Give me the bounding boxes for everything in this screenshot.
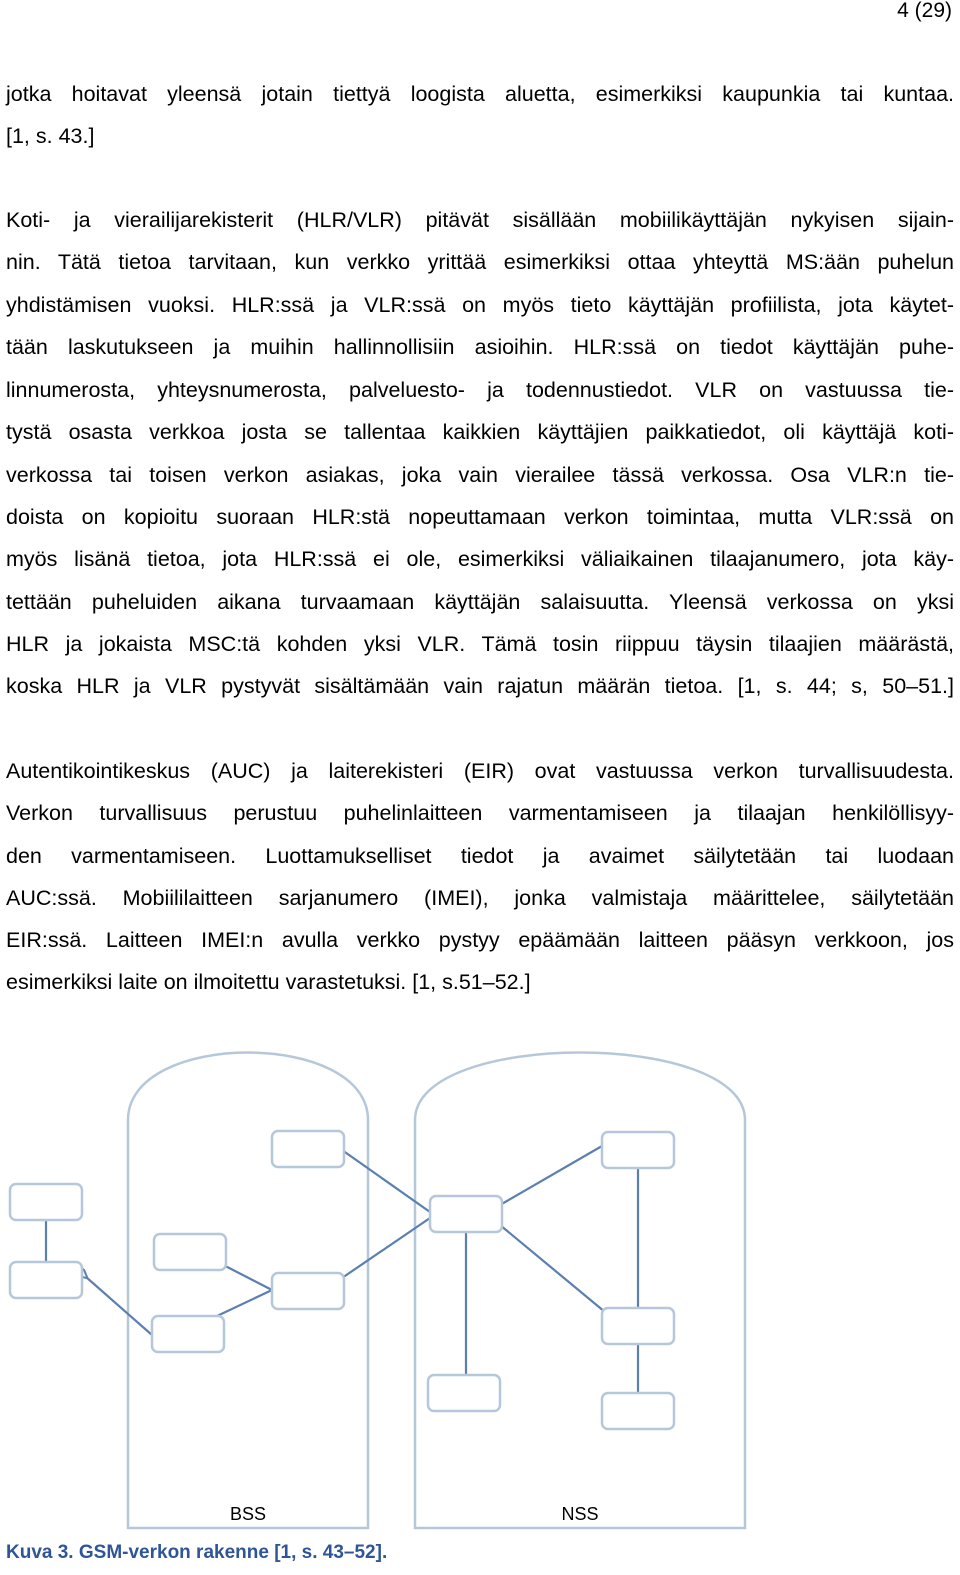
- diagram-box: [602, 1132, 674, 1168]
- text-line: tystä osasta verkkoa josta se tallentaa kaikkien käyttäjien paikkatiedot, oli käyttäjä koti-: [6, 420, 954, 444]
- nss-label: NSS: [561, 1504, 599, 1524]
- text-line: yhdistämisen vuoksi. HLR:ssä ja VLR:ssä on myös tieto käyttäjän profiilista, jota käytet-: [6, 293, 954, 317]
- diagram-box: [272, 1273, 344, 1309]
- text-line: HLR ja jokaista MSC:tä kohden yksi VLR. Tämä tosin riippuu täysin tilaajien määrästä,: [6, 632, 954, 656]
- text-line: nin. Tätä tietoa tarvitaan, kun verkko yrittää esimerkiksi ottaa yhteyttä MS:ään puhelun: [6, 250, 954, 274]
- text-line: Verkon turvallisuus perustuu puhelinlaitteen varmentamiseen ja tilaajan henkilöllisyy-: [6, 801, 954, 825]
- text-line: Koti- ja vierailijarekisterit (HLR/VLR) pitävät sisällään mobiilikäyttäjän nykyisen sijain-: [6, 208, 954, 232]
- diagram-box: [430, 1196, 502, 1232]
- text-line: [1, s. 43.]: [6, 124, 95, 148]
- text-line: tään laskutukseen ja muihin hallinnollisiin asioihin. HLR:ssä on tiedot käyttäjän puhe-: [6, 335, 954, 359]
- text-line: doista on kopioitu suoraan HLR:stä nopeuttamaan verkon toimintaa, mutta VLR:ssä on: [6, 505, 954, 529]
- page-number: 4 (29): [897, 0, 952, 22]
- text-line: koska HLR ja VLR pystyvät sisältämään vain rajatun määrän tietoa. [1, s. 44; s, 50–51.]: [6, 674, 954, 698]
- diagram-box: [428, 1375, 500, 1411]
- text-line: AUC:ssä. Mobiililaitteen sarjanumero (IMEI), jonka valmistaja määrittelee, säilytetään: [6, 886, 954, 910]
- text-line: esimerkiksi laite on ilmoitettu varastetuksi. [1, s.51–52.]: [6, 970, 531, 994]
- bss-label: BSS: [229, 1504, 267, 1524]
- text-line: jotka hoitavat yleensä jotain tiettyä loogista aluetta, esimerkiksi kaupunkia tai kuntaa.: [6, 82, 954, 106]
- diagram-box: [10, 1184, 82, 1220]
- diagram-box: [152, 1316, 224, 1352]
- text-line: verkossa tai toisen verkon asiakas, joka vain vierailee tässä verkossa. Osa VLR:n tie-: [6, 463, 954, 487]
- gsm-network-diagram: [0, 1040, 960, 1535]
- text-line: Autentikointikeskus (AUC) ja laiterekisteri (EIR) ovat vastuussa verkon turvallisuudesta.: [6, 759, 954, 783]
- diagram-box: [272, 1131, 344, 1167]
- text-line: den varmentamiseen. Luottamukselliset tiedot ja avaimet säilytetään tai luodaan: [6, 844, 954, 868]
- text-line: tettään puheluiden aikana turvaamaan käyttäjän salaisuutta. Yleensä verkossa on yksi: [6, 590, 954, 614]
- figure-caption: Kuva 3. GSM-verkon rakenne [1, s. 43–52].: [6, 1542, 388, 1563]
- diagram-box: [10, 1262, 82, 1298]
- diagram-box: [154, 1234, 226, 1270]
- diagram-box: [602, 1308, 674, 1344]
- diagram-box: [602, 1393, 674, 1429]
- text-line: myös lisänä tietoa, jota HLR:ssä ei ole, esimerkiksi väliaikainen tilaajanumero, jota käy-: [6, 547, 954, 571]
- text-line: linnumerosta, yhteysnumerosta, palveluesto- ja todennustiedot. VLR on vastuussa tie-: [6, 378, 954, 402]
- text-line: EIR:ssä. Laitteen IMEI:n avulla verkko pystyy epäämään laitteen pääsyn verkkoon, jos: [6, 928, 954, 952]
